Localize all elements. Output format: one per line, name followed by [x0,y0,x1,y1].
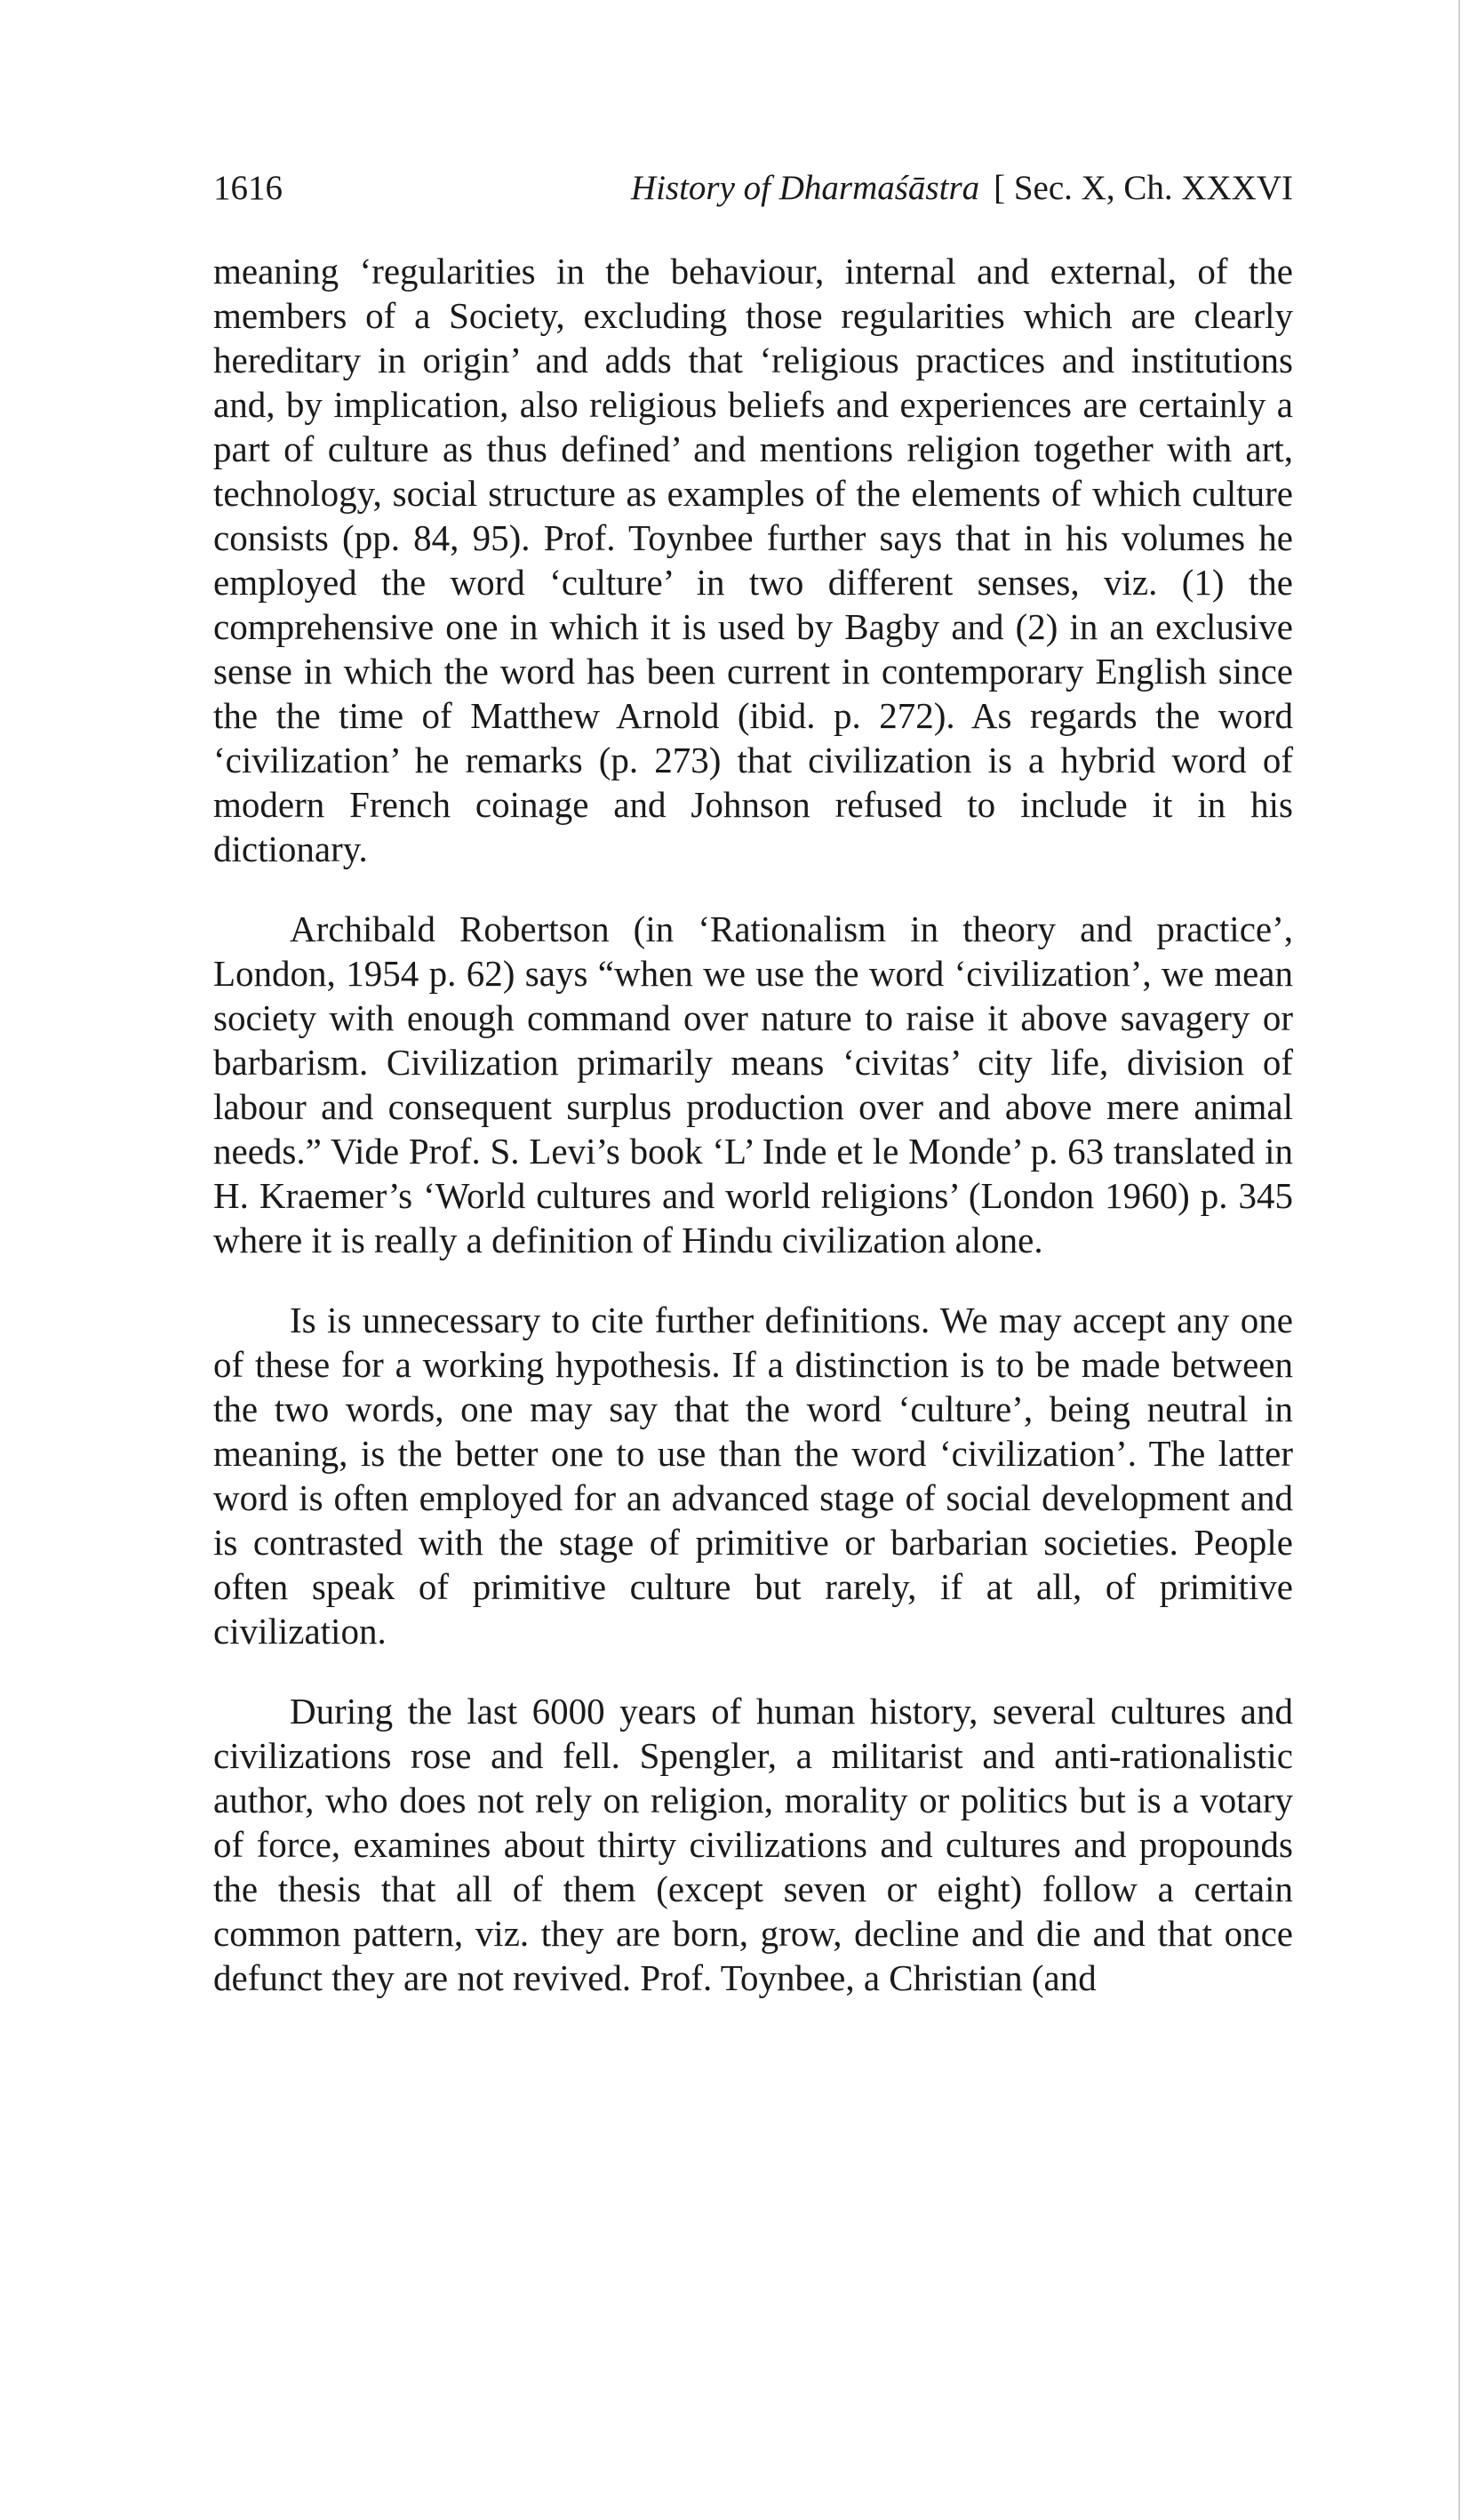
section-label: [ Sec. X, Ch. XXXVI [994,169,1293,207]
page-number: 1616 [213,169,283,207]
paragraph-3: Is is unnecessary to cite further definitions. We may accept any one of these for a working hypothesis. If a distinction is to be made between the two words, one may say that the word ‘culture’, being neutral in meaning, is the better one to use than the word ‘civilization’. The latter word is often employed for an advanced stage of social development and is contrasted with the stage of primitive or barbarian societies. People often speak of primitive culture but rarely, if at all, of primitive civilization. [213,1300,1293,1652]
running-header [213,162,1293,215]
header-right [631,162,1293,215]
paragraph-2: Archibald Robertson (in ‘Rationalism in theory and practice’, London, 1954 p. 62) says “when we use the word ‘civilization’, we mean society with enough command over nature to raise it above savagery or barbarism. Civilization primarily means ‘civitas’ city life, division of labour and consequent surplus production over and above mere animal needs.” Vide Prof. S. Levi’s book ‘L’ Inde et le Monde’ p. 63 translated in H. Kraemer’s ‘World cultures and world religions’ (London 1960) p. 345 where it is really a definition of Hindu civilization alone. [213,908,1293,1260]
page-edge-line [1458,0,1460,2520]
body-text [213,249,1293,2036]
paragraph-1: meaning ‘regularities in the behaviour, internal and external, of the members of a Society, excluding those regularities which are clearly hereditary in origin’ and adds that ‘religious practices and institutions and, by implication, also religious beliefs and experiences are certainly a part of culture as thus defined’ and mentions religion together with art, technology, social structure as examples of the elements of which culture consists (pp. 84, 95). Prof. Toynbee further says that in his volumes he employed the word ‘culture’ in two different senses, viz. (1) the comprehensive one in which it is used by Bagby and (2) in an exclusive sense in which the word has been current in contemporary English since the the time of Matthew Arnold (ibid. p. 272). As regards the word ‘civilization’ he remarks (p. 273) that civilization is a hybrid word of modern French coinage and Johnson refused to include it in his dictionary. [213,251,1293,869]
book-title: History of Dharmaśāstra [630,169,980,207]
paragraph-4: During the last 6000 years of human history, several cultures and civilizations rose and fell. Spengler, a militarist and anti-rationalistic author, who does not rely on religion, morality or politics but is a votary of force, examines about thirty civilizations and cultures and propounds the thesis that all of them (except seven or eight) follow a certain common pattern, viz. they are born, grow, decline and die and that once defunct they are not revived. Prof. Toynbee, a Christian (and [213,1691,1293,1998]
